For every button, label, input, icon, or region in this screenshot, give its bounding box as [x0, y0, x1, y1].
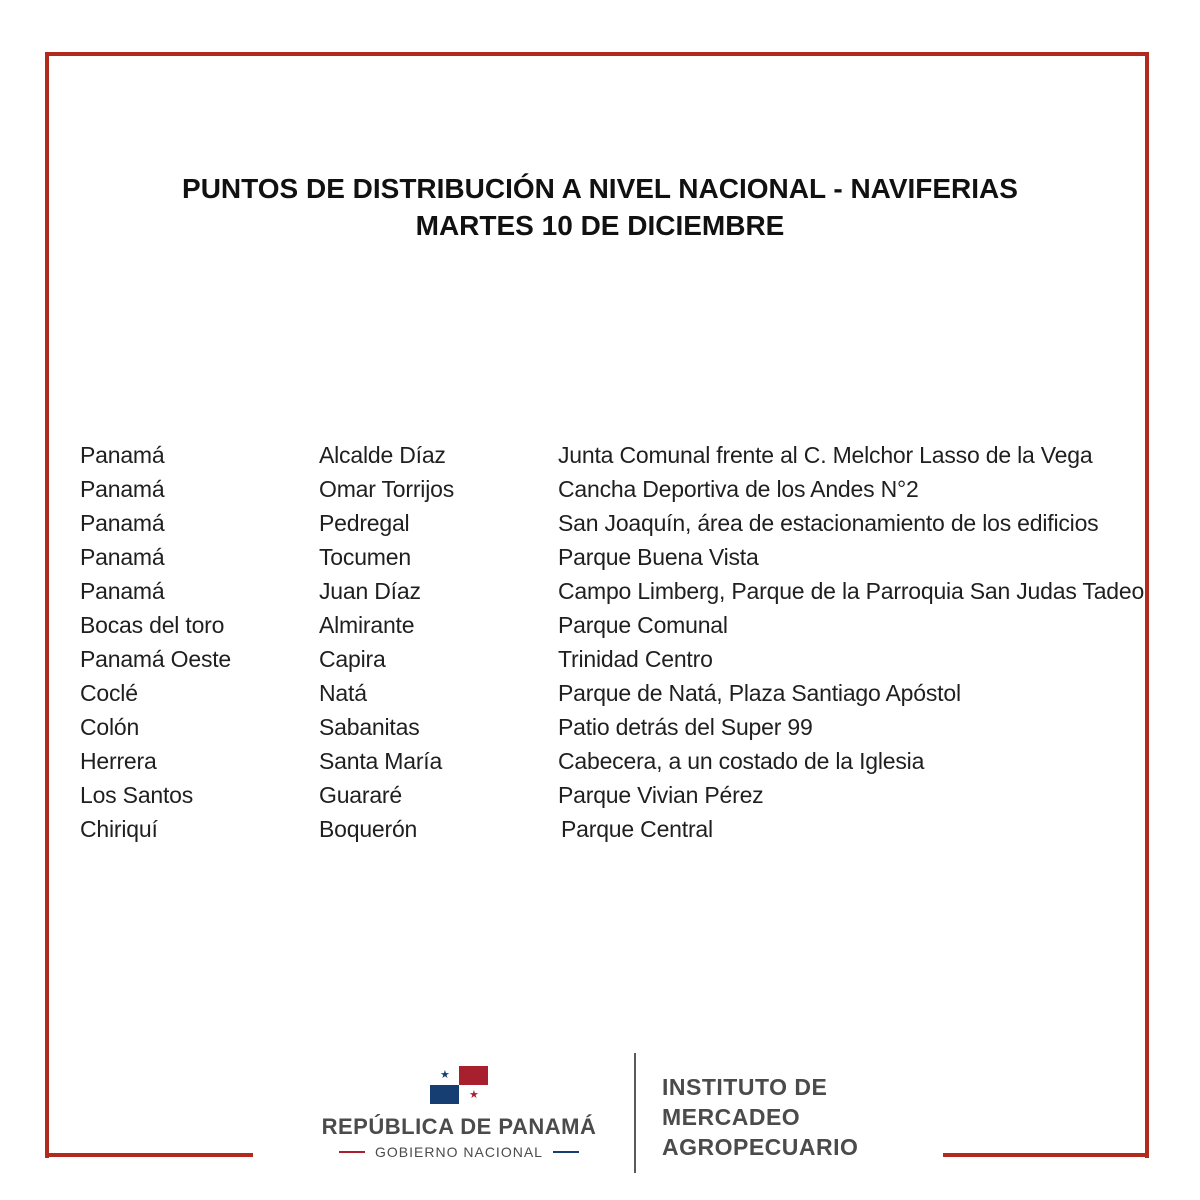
- province-cell: Panamá: [80, 543, 165, 570]
- table-row: [80, 812, 1144, 846]
- title-line-2: MARTES 10 DE DICIEMBRE: [415, 210, 785, 241]
- title-line-1: PUNTOS DE DISTRIBUCIÓN A NIVEL NACIONAL - NAVIFERIAS: [182, 173, 1018, 204]
- table-row: [80, 710, 1144, 744]
- table-row: [80, 744, 1144, 778]
- province-cell: Bocas del toro: [80, 611, 225, 638]
- red-star-icon: ★: [469, 1089, 479, 1101]
- location-cell: Campo Limberg, Parque de la Parroquia San Judas Tadeo: [558, 577, 1145, 604]
- location-cell: Cancha Deportiva de los Andes N°2: [558, 475, 919, 502]
- table-row: [80, 506, 1144, 540]
- table-row: [80, 540, 1144, 574]
- province-cell: Panamá: [80, 577, 165, 604]
- republic-name: REPÚBLICA DE PANAMÁ: [321, 1114, 597, 1139]
- district-cell: Almirante: [319, 611, 415, 638]
- province-cell: Panamá: [80, 441, 165, 468]
- institute-line-1: INSTITUTO DE: [662, 1074, 828, 1100]
- location-cell: Parque Comunal: [558, 611, 728, 638]
- institute-logo-text: [662, 1072, 858, 1162]
- province-cell: Herrera: [80, 747, 157, 774]
- government-line: [300, 1144, 618, 1160]
- district-cell: Alcalde Díaz: [319, 441, 446, 468]
- institute-line-2: MERCADEO: [662, 1104, 801, 1130]
- frame-top-border: [45, 52, 1149, 56]
- government-logo: [300, 1060, 618, 1160]
- district-cell: Guararé: [319, 781, 402, 808]
- location-cell: Parque Vivian Pérez: [558, 781, 764, 808]
- province-cell: Los Santos: [80, 781, 194, 808]
- province-cell: Panamá Oeste: [80, 645, 232, 672]
- location-cell: Trinidad Centro: [558, 645, 713, 672]
- table-row: [80, 642, 1144, 676]
- table-row: [80, 608, 1144, 642]
- location-cell: Parque de Natá, Plaza Santiago Apóstol: [558, 679, 961, 706]
- district-cell: Natá: [319, 679, 367, 706]
- table-row: [80, 778, 1144, 812]
- district-cell: Sabanitas: [319, 713, 420, 740]
- province-cell: Colón: [80, 713, 140, 740]
- distribution-points-table: [80, 438, 1144, 846]
- location-cell: Parque Buena Vista: [558, 543, 759, 570]
- frame-bottom-left-border: [45, 1153, 253, 1157]
- table-row: [80, 676, 1144, 710]
- province-cell: Panamá: [80, 475, 165, 502]
- district-cell: Santa María: [319, 747, 443, 774]
- red-dash: [339, 1151, 365, 1153]
- government-name: GOBIERNO NACIONAL: [375, 1144, 543, 1160]
- district-cell: Juan Díaz: [319, 577, 421, 604]
- frame-bottom-right-border: [943, 1153, 1149, 1157]
- page-title: [0, 170, 1200, 244]
- location-cell: Parque Central: [561, 815, 713, 842]
- blue-dash: [553, 1151, 579, 1153]
- province-cell: Panamá: [80, 509, 165, 536]
- location-cell: San Joaquín, área de estacionamiento de los edificios: [558, 509, 1099, 536]
- location-cell: Patio detrás del Super 99: [558, 713, 813, 740]
- district-cell: Pedregal: [319, 509, 410, 536]
- blue-star-icon: ★: [440, 1069, 450, 1081]
- location-cell: Junta Comunal frente al C. Melchor Lasso de la Vega: [558, 441, 1093, 468]
- footer-divider: [634, 1053, 636, 1173]
- district-cell: Omar Torrijos: [319, 475, 454, 502]
- table-row: [80, 472, 1144, 506]
- institute-line-3: AGROPECUARIO: [662, 1134, 859, 1160]
- province-cell: Coclé: [80, 679, 138, 706]
- panama-flag-icon: [430, 1066, 488, 1104]
- district-cell: Capira: [319, 645, 386, 672]
- district-cell: Boquerón: [319, 815, 418, 842]
- table-row: [80, 574, 1144, 608]
- table-row: [80, 438, 1144, 472]
- province-cell: Chiriquí: [80, 815, 158, 842]
- location-cell: Cabecera, a un costado de la Iglesia: [558, 747, 925, 774]
- district-cell: Tocumen: [319, 543, 411, 570]
